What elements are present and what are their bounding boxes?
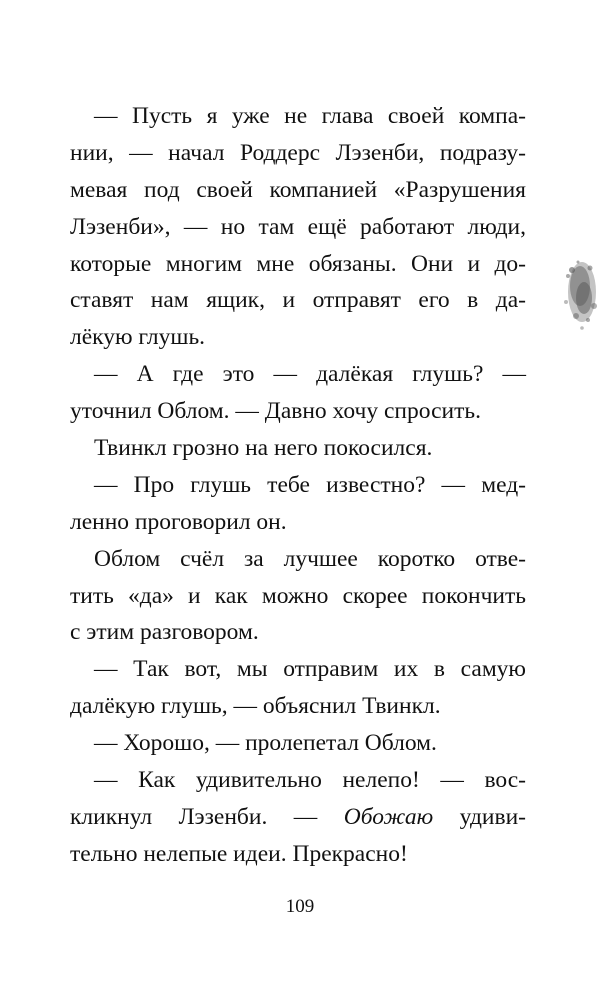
ink-smudge <box>552 246 600 338</box>
text-line: — А где это — далёкая глушь? — <box>94 361 526 388</box>
text-line: тельно нелепые идеи. Прекрасно! <box>70 840 408 867</box>
text-line: нии, — начал Роддерс Лэзенби, подразу- <box>70 139 526 166</box>
text-line: с этим разговором. <box>70 619 259 646</box>
text-line: — Хорошо, — пролепетал Облом. <box>94 730 437 757</box>
page-number: 109 <box>285 896 315 917</box>
text-line: тить «да» и как можно скорее покончить <box>70 582 526 609</box>
text-line: — Как удивительно нелепо! — вос- <box>94 767 526 794</box>
text-line: далёкую глушь, — объяснил Твинкл. <box>70 693 441 720</box>
body-text <box>70 98 526 873</box>
text-fragment: удиви- <box>433 803 526 830</box>
text-line: которые многим мне обязаны. Они и до- <box>70 250 526 277</box>
text-line: уточнил Облом. — Давно хочу спросить. <box>70 398 481 425</box>
text-line: мевая под своей компанией «Разрушения <box>70 176 526 203</box>
text-line-with-emphasis <box>70 799 526 836</box>
text-line: лёкую глушь. <box>70 324 206 351</box>
text-fragment: кликнул Лэзенби. — <box>70 803 344 830</box>
text-line: Лэзенби», — но там ещё работают люди, <box>70 213 526 240</box>
text-line: — Пусть я уже не глава своей компа- <box>94 103 526 129</box>
text-line: — Так вот, мы отправим их в самую <box>94 656 526 683</box>
text-line: ставят нам ящик, и отправят его в да- <box>70 287 526 314</box>
text-line: ленно проговорил он. <box>70 508 287 535</box>
text-line: Твинкл грозно на него покосился. <box>94 435 433 462</box>
emphasized-word: Обожаю <box>343 803 434 830</box>
text-line: — Про глушь тебе известно? — мед- <box>94 471 526 498</box>
text-line: Облом счёл за лучшее коротко отве- <box>94 545 526 572</box>
